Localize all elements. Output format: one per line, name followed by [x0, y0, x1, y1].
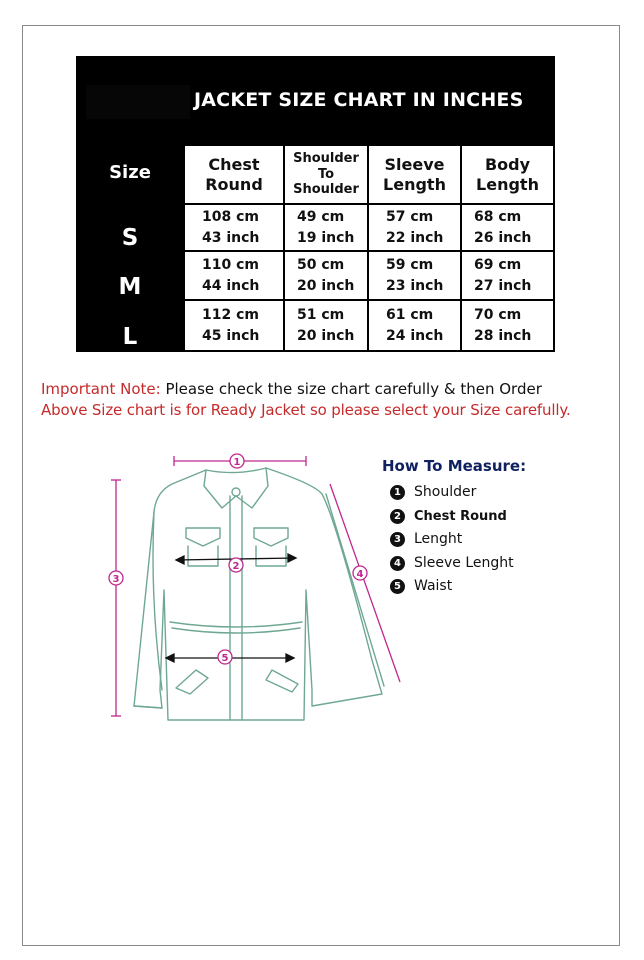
table-cell: 59 cm 23 inch: [369, 252, 460, 299]
jacket-illustration: [100, 440, 420, 740]
svg-text:1: 1: [233, 457, 241, 468]
number-marker-icon: 4: [390, 556, 405, 571]
size-label-s: S: [121, 225, 139, 251]
measure-item-chest-round: 2 Chest Round: [390, 506, 507, 526]
table-cell: 68 cm 26 inch: [462, 205, 553, 250]
measure-item-shoulder: 1 Shoulder: [390, 482, 476, 502]
table-cell: 112 cm 45 inch: [185, 301, 283, 350]
size-label-l: L: [122, 324, 138, 350]
ready-jacket-note: Above Size chart is for Ready Jacket so please select your Size carefully.: [41, 401, 571, 419]
chart-title: JACKET SIZE CHART IN INCHES: [194, 89, 524, 111]
measure-item-length: 3 Lenght: [390, 529, 462, 549]
how-to-measure-title: How To Measure:: [382, 457, 527, 475]
svg-text:5: 5: [221, 653, 229, 664]
header-shoulder-to-shoulder: Shoulder To Shoulder: [285, 146, 367, 203]
header-body-length: Body Length: [462, 146, 553, 203]
table-cell: 49 cm 19 inch: [285, 205, 367, 250]
important-note: [41, 380, 542, 398]
size-label-m: M: [118, 274, 142, 300]
table-cell: 108 cm 43 inch: [185, 205, 283, 250]
measure-item-sleeve-length: 4 Sleeve Lenght: [390, 553, 514, 573]
table-cell: 69 cm 27 inch: [462, 252, 553, 299]
svg-text:4: 4: [356, 569, 364, 580]
table-cell: 61 cm 24 inch: [369, 301, 460, 350]
measure-item-waist: 5 Waist: [390, 576, 452, 596]
redacted-logo: [86, 85, 190, 119]
header-chest-round: Chest Round: [185, 146, 283, 203]
important-note-text: Please check the size chart carefully & then Order: [160, 380, 542, 398]
table-cell: 51 cm 20 inch: [285, 301, 367, 350]
number-marker-icon: 2: [390, 509, 405, 524]
table-cell: 70 cm 28 inch: [462, 301, 553, 350]
size-table: [183, 144, 555, 352]
important-note-label: Important Note:: [41, 380, 161, 398]
size-column-header: Size: [109, 162, 151, 183]
header-sleeve-length: Sleeve Length: [369, 146, 460, 203]
table-cell: 50 cm 20 inch: [285, 252, 367, 299]
table-cell: 57 cm 22 inch: [369, 205, 460, 250]
number-marker-icon: 1: [390, 485, 405, 500]
svg-text:3: 3: [112, 574, 120, 585]
number-marker-icon: 5: [390, 579, 405, 594]
svg-text:2: 2: [232, 561, 240, 572]
number-marker-icon: 3: [390, 532, 405, 547]
table-cell: 110 cm 44 inch: [185, 252, 283, 299]
